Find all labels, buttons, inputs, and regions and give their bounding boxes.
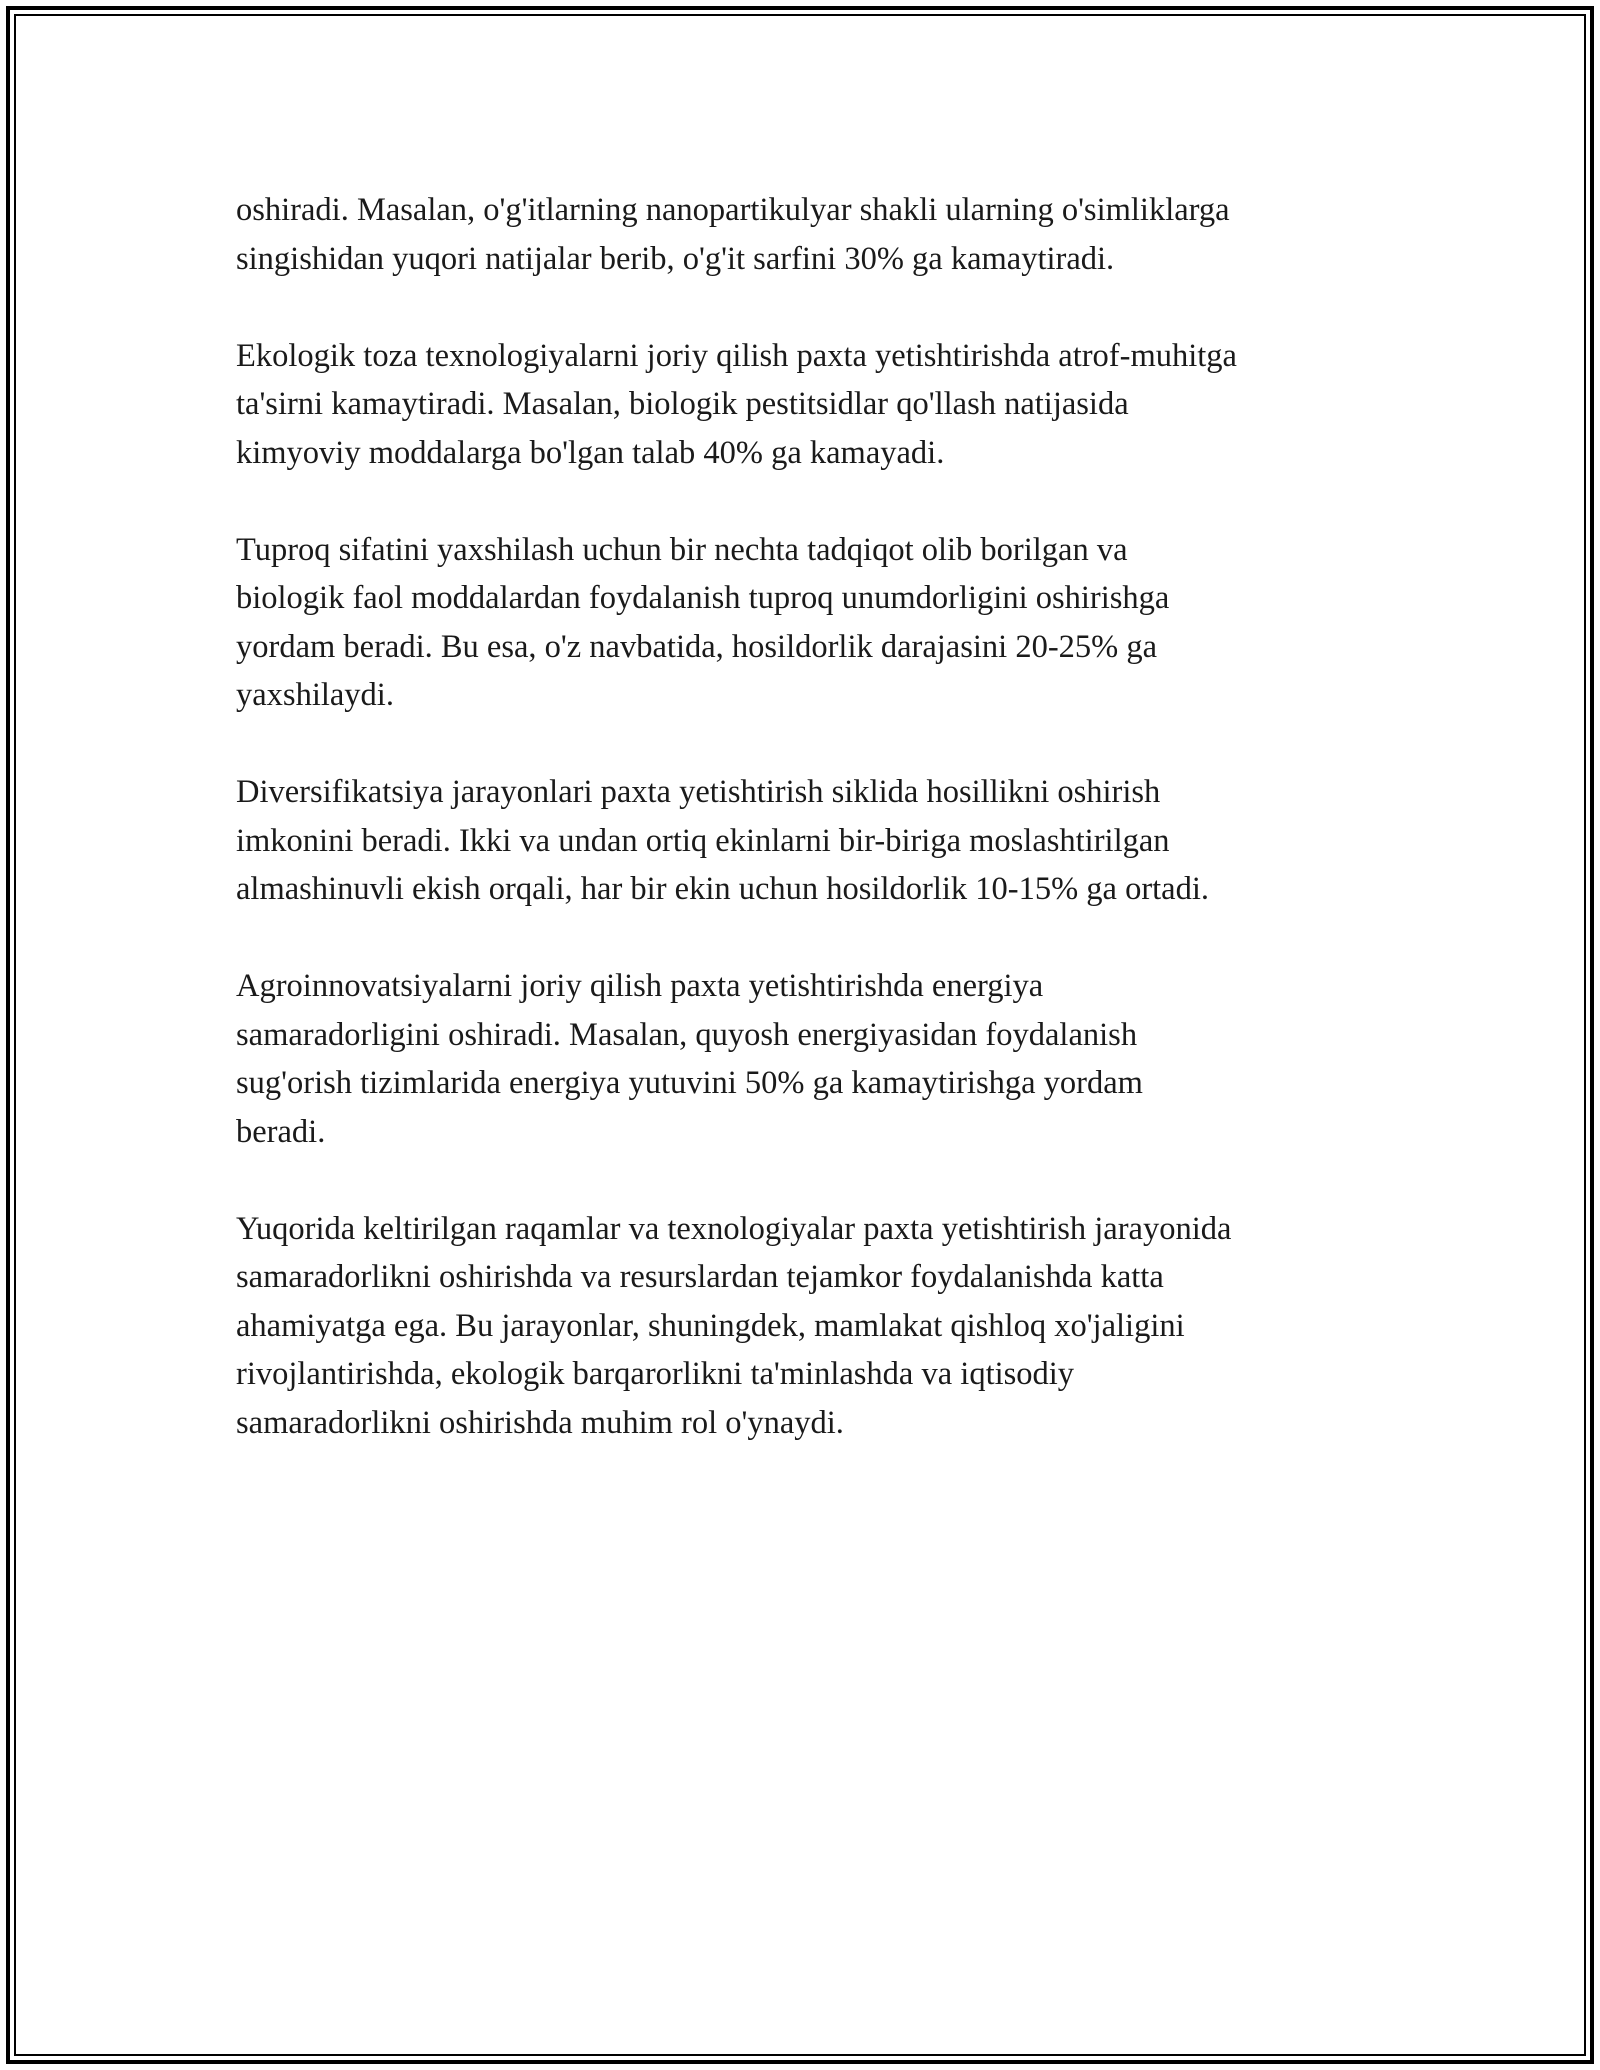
document-body	[236, 186, 1386, 1496]
paragraph-conclusion: Yuqorida keltirilgan raqamlar va texnologiyalar paxta yetishtirish jarayonida samaradorlikni oshirishda va resurslardan tejamkor foydalanishda katta ahamiyatga ega. Bu jarayonlar, shuningdek, mamlakat qishloq xo'jaligini rivojlantirishda, ekologik barqarorlikni ta'minlashda va iqtisodiy samaradorlikni oshirishda muhim rol o'ynaydi.	[236, 1210, 1232, 1441]
paragraph-soil-quality: Tuproq sifatini yaxshilash uchun bir nechta tadqiqot olib borilgan va biologik faol moddalardan foydalanish tuproq unumdorligini oshirishga yordam beradi. Bu esa, o'z navbatida, hosildorlik darajasini 20-25% ga yaxshilaydi.	[236, 531, 1170, 713]
paragraph-nanofertilizer: oshiradi. Masalan, o'g'itlarning nanopartikulyar shakli ularning o'simliklarga singishidan yuqori natijalar berib, o'g'it sarfini 30% ga kamaytiradi.	[236, 192, 1230, 277]
paragraph-diversification: Diversifikatsiya jarayonlari paxta yetishtirish siklida hosillikni oshirish imkonini beradi. Ikki va undan ortiq ekinlarni bir-biriga moslashtirilgan almashinuvli ekish orqali, har bir ekin uchun hosildorlik 10-15% ga ortadi.	[236, 774, 1210, 907]
paragraph-ecological-technologies: Ekologik toza texnologiyalarni joriy qilish paxta yetishtirishda atrof-muhitga ta'sirni kamaytiradi. Masalan, biologik pestitsidlar qo'llash natijasida kimyoviy moddalarga bo'lgan talab 40% ga kamayadi.	[236, 337, 1237, 471]
paragraph-agroinnovation: Agroinnovatsiyalarni joriy qilish paxta yetishtirishda energiya samaradorligini oshiradi. Masalan, quyosh energiyasidan foydalanish sug'orish tizimlarida energiya yutuvini 50% ga kamaytirishga yordam beradi.	[236, 968, 1143, 1150]
